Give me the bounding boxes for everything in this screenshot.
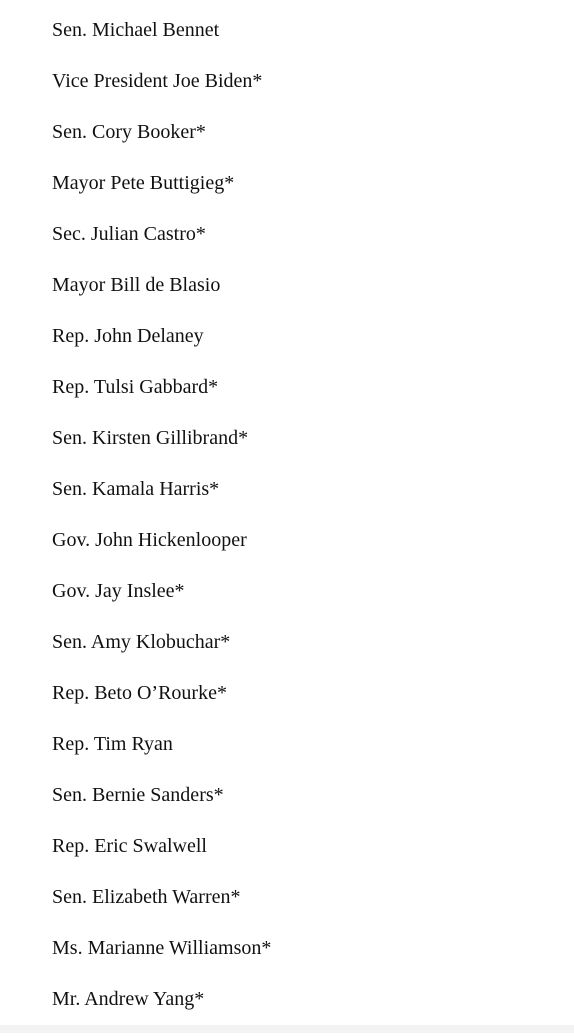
candidate-item: Rep. Beto O’Rourke* xyxy=(52,682,227,704)
candidate-item: Rep. Tulsi Gabbard* xyxy=(52,376,219,398)
candidate-item: Gov. Jay Inslee* xyxy=(52,580,185,602)
candidate-item: Mayor Bill de Blasio xyxy=(52,274,221,296)
candidate-item: Sen. Elizabeth Warren* xyxy=(52,886,241,908)
candidate-item: Vice President Joe Biden* xyxy=(52,70,263,92)
candidate-item: Sec. Julian Castro* xyxy=(52,223,206,245)
candidate-item: Ms. Marianne Williamson* xyxy=(52,937,272,959)
candidate-item: Sen. Cory Booker* xyxy=(52,121,206,143)
candidate-list xyxy=(52,16,271,1036)
page-bottom-divider xyxy=(0,1025,574,1033)
candidate-item: Sen. Amy Klobuchar* xyxy=(52,631,231,653)
candidate-item: Gov. John Hickenlooper xyxy=(52,529,247,551)
candidate-item: Sen. Kirsten Gillibrand* xyxy=(52,427,249,449)
candidate-item: Sen. Bernie Sanders* xyxy=(52,784,224,806)
candidate-item: Mr. Andrew Yang* xyxy=(52,988,205,1010)
candidate-item: Rep. Eric Swalwell xyxy=(52,835,207,857)
candidate-item: Mayor Pete Buttigieg* xyxy=(52,172,235,194)
candidate-item: Sen. Kamala Harris* xyxy=(52,478,220,500)
candidate-item: Rep. John Delaney xyxy=(52,325,204,347)
candidate-item: Sen. Michael Bennet xyxy=(52,19,220,41)
candidate-item: Rep. Tim Ryan xyxy=(52,733,173,755)
